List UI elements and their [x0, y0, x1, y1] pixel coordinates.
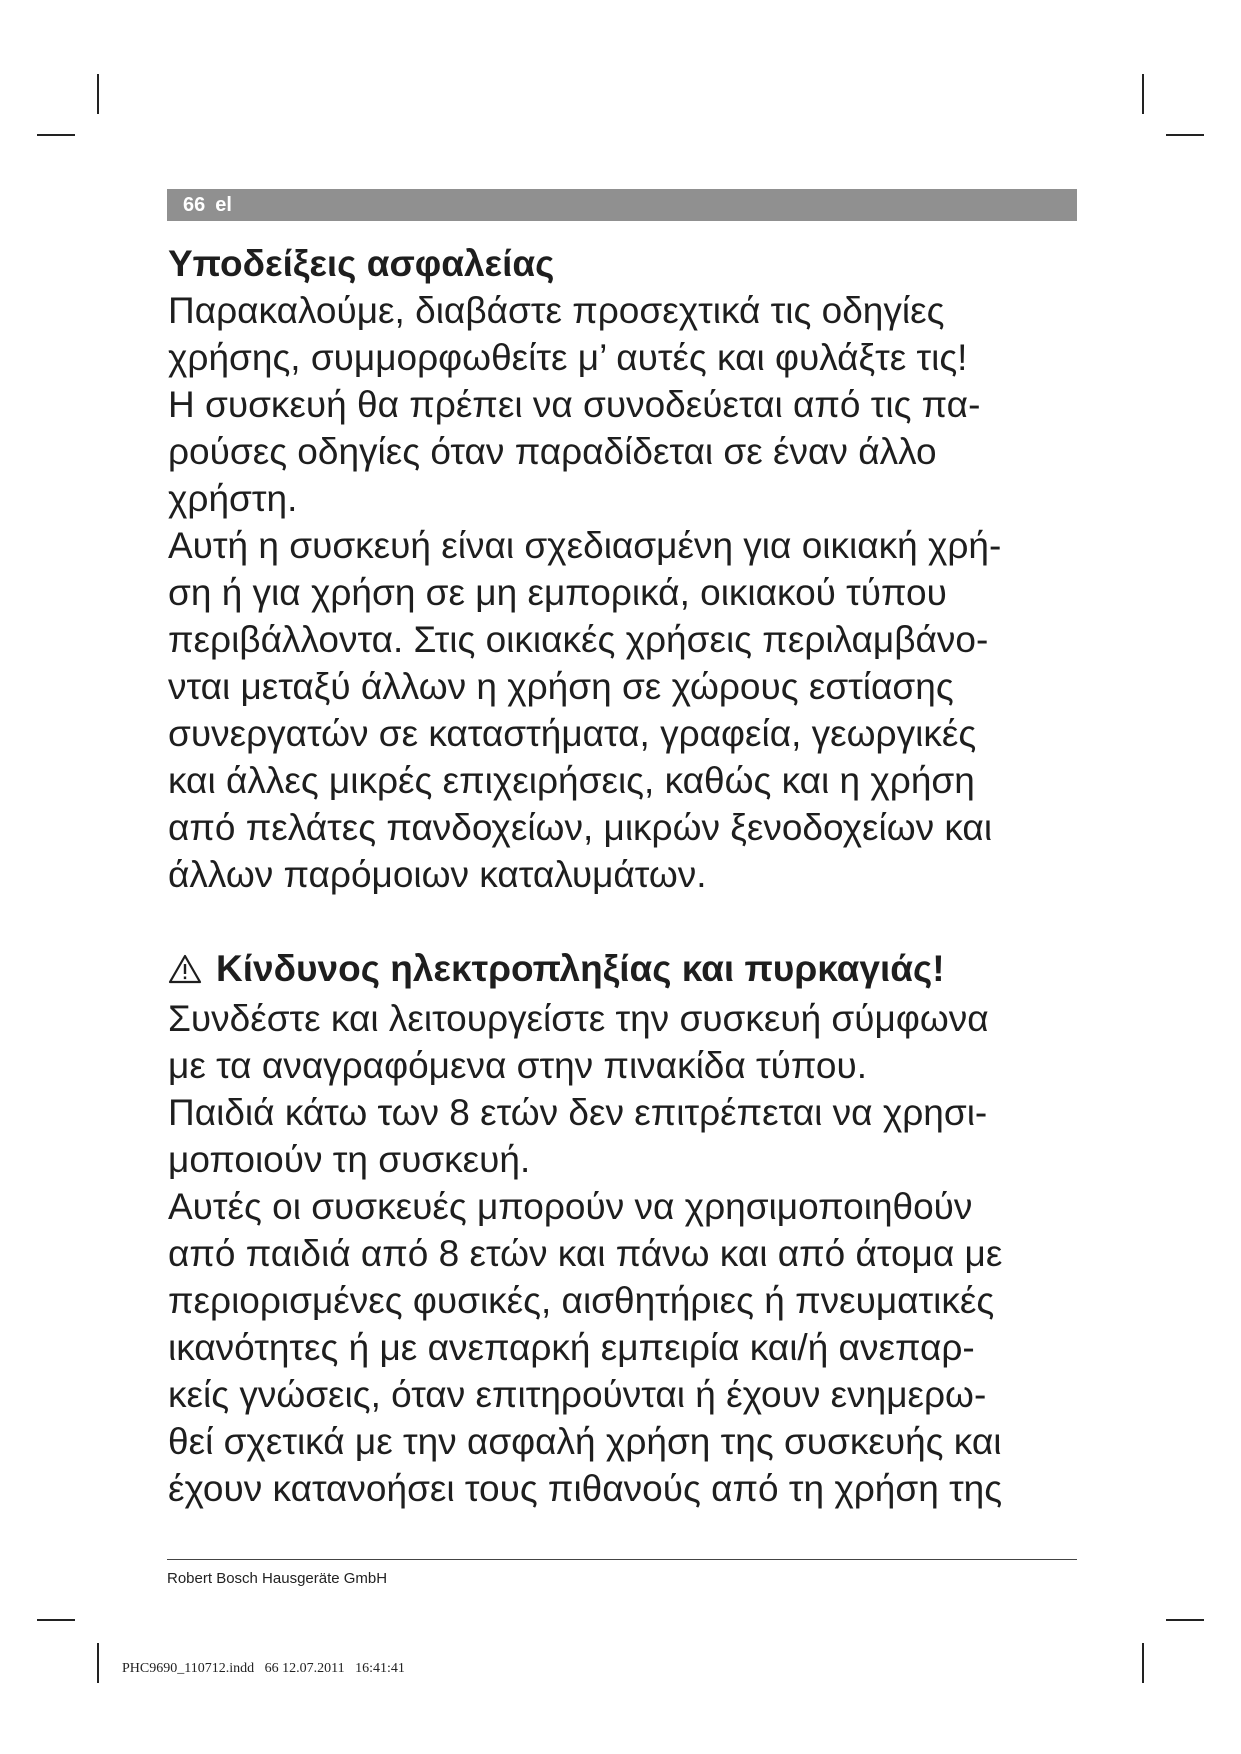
print-slug: PHC9690_110712.indd 66 12.07.2011 16:41:41: [122, 1661, 405, 1676]
crop-mark-top-right-horizontal: [1166, 134, 1204, 136]
text-line: Συνδέστε και λειτουργείστε την συσκευή σύμφωνα: [168, 998, 989, 1039]
text-line: από παιδιά από 8 ετών και πάνω και από άτομα με: [168, 1233, 1003, 1274]
footer-company: Robert Bosch Hausgeräte GmbH: [167, 1570, 388, 1587]
text-line: νται μεταξύ άλλων η χρήση σε χώρους εστίασης: [168, 666, 954, 707]
warning-triangle-icon: [168, 948, 202, 995]
text-line: μοποιούν τη συσκευή.: [168, 1139, 531, 1180]
crop-mark-bottom-right-horizontal: [1166, 1619, 1204, 1621]
text-line: περιβάλλοντα. Στις οικιακές χρήσεις περιλαμβάνο-: [168, 619, 989, 660]
crop-mark-top-left-vertical: [97, 74, 99, 114]
section-title-safety: Υποδείξεις ασφαλείας: [168, 243, 555, 284]
text-line: χρήσης, συμμορφωθείτε μ’ αυτές και φυλάξτε τις!: [168, 337, 968, 378]
text-line: συνεργατών σε καταστήματα, γραφεία, γεωργικές: [168, 713, 977, 754]
text-line: χρήστη.: [168, 478, 298, 519]
section-body-warning: [168, 995, 1080, 1512]
page-content: [168, 240, 1080, 1512]
crop-mark-bottom-left-horizontal: [37, 1619, 75, 1621]
text-line: Παιδιά κάτω των 8 ετών δεν επιτρέπεται να χρησι-: [168, 1092, 988, 1133]
crop-mark-top-right-vertical: [1142, 74, 1144, 114]
section-body-safety: [168, 287, 1080, 898]
text-line: με τα αναγραφόμενα στην πινακίδα τύπου.: [168, 1045, 868, 1086]
text-line: Αυτές οι συσκευές μπορούν να χρησιμοποιηθούν: [168, 1186, 973, 1227]
text-line: Η συσκευή θα πρέπει να συνοδεύεται από τις πα-: [168, 384, 981, 425]
warning-title-text: Κίνδυνος ηλεκτροπληξίας και πυρκαγιάς!: [216, 948, 945, 989]
text-line: ρούσες οδηγίες όταν παραδίδεται σε έναν άλλο: [168, 431, 937, 472]
text-line: ση ή για χρήση σε μη εμπορικά, οικιακού τύπου: [168, 572, 947, 613]
page-header-bar: [167, 189, 1077, 221]
text-line: έχουν κατανοήσει τους πιθανούς από τη χρήση της: [168, 1468, 1003, 1509]
text-line: κείς γνώσεις, όταν επιτηρούνται ή έχουν ενημερω-: [168, 1374, 987, 1415]
language-code: el: [215, 194, 232, 216]
crop-mark-bottom-left-vertical: [97, 1643, 99, 1683]
text-line: Αυτή η συσκευή είναι σχεδιασμένη για οικιακή χρή-: [168, 525, 1002, 566]
footer-divider: [167, 1559, 1077, 1560]
text-line: ικανότητες ή με ανεπαρκή εμπειρία και/ή ανεπαρ-: [168, 1327, 975, 1368]
text-line: και άλλες μικρές επιχειρήσεις, καθώς και η χρήση: [168, 760, 975, 801]
section-spacer: [168, 898, 1080, 945]
crop-mark-top-left-horizontal: [37, 134, 75, 136]
text-line: άλλων παρόμοιων καταλυμάτων.: [168, 854, 707, 895]
text-line: θεί σχετικά με την ασφαλή χρήση της συσκευής και: [168, 1421, 1002, 1462]
text-line: περιορισμένες φυσικές, αισθητήριες ή πνευματικές: [168, 1280, 995, 1321]
section-title-warning: [168, 945, 1080, 995]
page-number: 66: [183, 194, 206, 216]
text-line: Παρακαλούμε, διαβάστε προσεχτικά τις οδηγίες: [168, 290, 945, 331]
crop-mark-bottom-right-vertical: [1142, 1643, 1144, 1683]
text-line: από πελάτες πανδοχείων, μικρών ξενοδοχείων και: [168, 807, 993, 848]
